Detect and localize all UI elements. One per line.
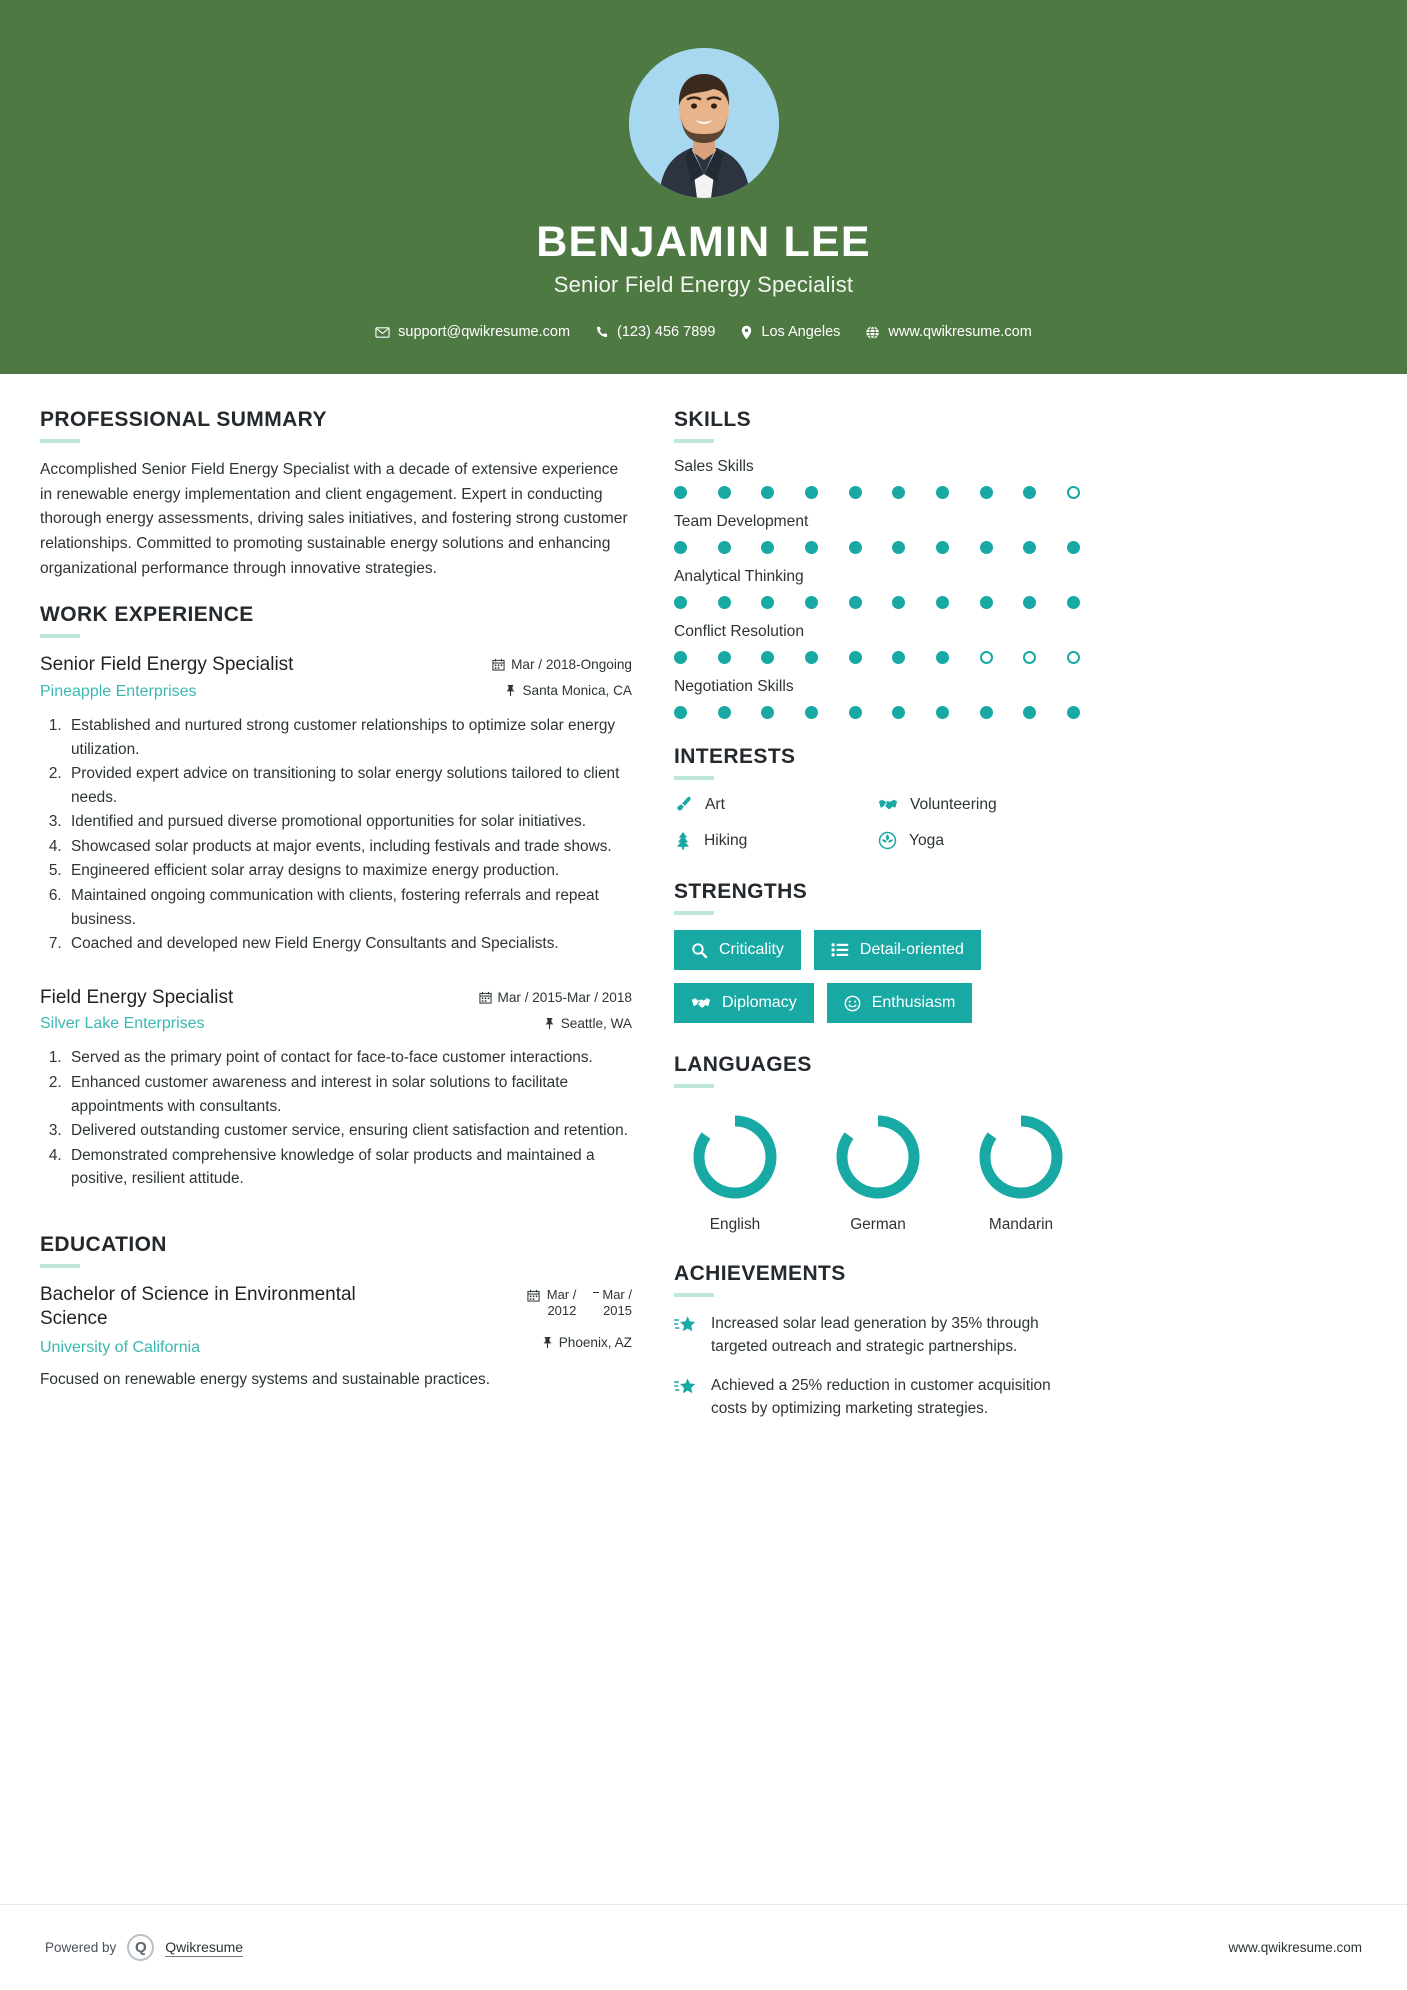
calendar-icon (479, 991, 492, 1004)
rating-dot-filled (1023, 596, 1036, 609)
skill-rating (674, 651, 1082, 664)
rating-dot-empty (1067, 486, 1080, 499)
rating-dot-filled (980, 706, 993, 719)
section-rule (40, 439, 80, 443)
achievement-item (674, 1374, 1082, 1420)
rating-dot-filled (892, 486, 905, 499)
rating-dot-filled (718, 651, 731, 664)
job-bullet: 7. Coached and developed new Field Energy Consultants and Specialists. (66, 932, 632, 956)
job-location (492, 683, 632, 698)
interests-heading: INTERESTS (674, 745, 796, 769)
rating-dot-filled (718, 596, 731, 609)
strength-chip-enthusiasm[interactable] (827, 983, 973, 1023)
contact-bar (0, 324, 1407, 340)
interests-grid (674, 795, 1082, 850)
strength-chip-detail-oriented[interactable] (814, 930, 981, 970)
lotus-icon (878, 831, 897, 850)
rating-dot-filled (1023, 541, 1036, 554)
rating-dot-filled (718, 486, 731, 499)
job-bullet: 2. Enhanced customer awareness and interest in solar solutions to facilitate appointments with consultants. (66, 1071, 632, 1118)
rating-dot-filled (892, 596, 905, 609)
left-column (40, 408, 632, 1413)
page-title: BENJAMIN LEE (536, 218, 871, 266)
education-school[interactable]: University of California (40, 1339, 201, 1357)
job-bullet: 2. Provided expert advice on transitioning to solar energy solutions tailored to client needs. (66, 762, 632, 809)
job-bullets (40, 714, 632, 956)
strength-label: Criticality (719, 941, 784, 959)
job-dates-text: Mar / 2018-Ongoing (511, 657, 632, 673)
right-column (674, 408, 1082, 1442)
rating-dot-filled (936, 596, 949, 609)
qwikresume-logo-icon: Q (127, 1934, 154, 1961)
rating-dot-filled (1067, 706, 1080, 719)
magnifier-icon (691, 942, 708, 959)
avatar (629, 48, 779, 198)
rating-dot-filled (761, 486, 774, 499)
globe-icon (865, 325, 880, 340)
contact-website-text: www.qwikresume.com (888, 324, 1032, 341)
rating-dot-filled (980, 541, 993, 554)
rating-dot-filled (980, 596, 993, 609)
section-rule (674, 439, 714, 443)
education-location (527, 1335, 632, 1350)
section-interests (674, 745, 1082, 850)
achievement-text: Achieved a 25% reduction in customer acquisition costs by optimizing marketing strategies. (711, 1377, 1051, 1418)
skill-item (674, 568, 1082, 609)
strength-chip-diplomacy[interactable] (674, 983, 814, 1023)
pushpin-icon (505, 684, 516, 697)
skill-rating (674, 706, 1082, 719)
powered-by (45, 1934, 243, 1961)
rating-dot-filled (761, 541, 774, 554)
skill-rating (674, 486, 1082, 499)
job-role: Senior Field Energy Specialist (40, 654, 294, 676)
rating-dot-filled (674, 486, 687, 499)
section-strengths (674, 880, 1082, 1023)
interest-item-volunteering (878, 795, 1082, 814)
handshake-icon (878, 796, 898, 814)
footer-url[interactable]: www.qwikresume.com (1228, 1940, 1362, 1955)
section-education (40, 1233, 632, 1392)
tree-icon (674, 831, 692, 850)
rating-dot-empty (1067, 651, 1080, 664)
smiley-icon (844, 995, 861, 1012)
education-meta (527, 1283, 632, 1351)
section-rule (40, 1264, 80, 1268)
qwikresume-brand-link[interactable]: Qwikresume (165, 1938, 244, 1955)
language-item (966, 1111, 1076, 1234)
section-achievements (674, 1262, 1082, 1420)
contact-email-text: support@qwikresume.com (398, 324, 571, 341)
job-dates-text: Mar / 2015-Mar / 2018 (497, 989, 632, 1005)
pushpin-icon (542, 1336, 553, 1349)
interest-item-yoga (878, 831, 1082, 850)
interest-label: Yoga (909, 831, 944, 849)
languages-row (674, 1103, 1082, 1234)
job-location-text: Santa Monica, CA (522, 683, 632, 699)
skill-item (674, 623, 1082, 664)
rating-dot-filled (761, 706, 774, 719)
rating-dot-filled (805, 486, 818, 499)
job-bullet: 4. Demonstrated comprehensive knowledge of solar products and maintained a positive, resilient attitude. (66, 1144, 632, 1191)
skill-label: Analytical Thinking (674, 568, 804, 586)
job-meta (479, 986, 633, 1031)
education-start-month: Mar / (546, 1286, 577, 1302)
strength-label: Diplomacy (722, 994, 797, 1012)
paintbrush-icon (674, 795, 693, 814)
language-progress-ring (689, 1111, 781, 1203)
rating-dot-filled (936, 706, 949, 719)
language-item (680, 1111, 790, 1234)
job-location-text: Seattle, WA (560, 1015, 632, 1031)
job-role: Field Energy Specialist (40, 986, 234, 1008)
education-start-year: 2012 (547, 1303, 577, 1319)
rating-dot-filled (761, 651, 774, 664)
rating-dot-empty (1023, 651, 1036, 664)
job-dates (479, 990, 633, 1005)
strengths-heading: STRENGTHS (674, 880, 808, 904)
star-icon (674, 1377, 698, 1403)
powered-by-label: Powered by (45, 1940, 117, 1955)
page-footer (0, 1904, 1407, 1990)
resume-body (0, 374, 1407, 1442)
summary-heading: PROFESSIONAL SUMMARY (40, 408, 327, 432)
job-bullet: 6. Maintained ongoing communication with clients, fostering referrals and repeat business. (66, 884, 632, 931)
rating-dot-filled (805, 541, 818, 554)
section-professional-summary (40, 408, 632, 581)
skills-heading: SKILLS (674, 408, 752, 432)
section-rule (674, 911, 714, 915)
skills-list (674, 458, 1082, 719)
pushpin-icon (544, 1017, 555, 1030)
education-heading: EDUCATION (40, 1232, 167, 1256)
rating-dot-empty (980, 651, 993, 664)
rating-dot-filled (849, 706, 862, 719)
avatar-photo (629, 48, 779, 198)
rating-dot-filled (761, 596, 774, 609)
job-bullet: 4. Showcased solar products at major events, including festivals and trade shows. (66, 835, 632, 859)
location-pin-icon (740, 325, 753, 340)
rating-dot-filled (936, 486, 949, 499)
rating-dot-filled (805, 651, 818, 664)
experience-heading: WORK EXPERIENCE (40, 603, 254, 627)
job-meta (492, 653, 632, 698)
rating-dot-filled (849, 596, 862, 609)
calendar-icon (527, 1289, 540, 1306)
interest-label: Volunteering (910, 795, 997, 813)
skill-rating (674, 541, 1082, 554)
rating-dot-filled (892, 651, 905, 664)
interest-item-art (674, 795, 878, 814)
education-dates (527, 1287, 632, 1320)
job-dates (492, 657, 632, 672)
list-icon (831, 942, 849, 958)
calendar-icon (492, 658, 505, 671)
experience-entry (40, 986, 632, 1191)
rating-dot-filled (674, 596, 687, 609)
skill-label: Conflict Resolution (674, 623, 805, 641)
strength-label: Enthusiasm (871, 994, 956, 1012)
job-bullets (40, 1046, 632, 1190)
education-end-month: Mar / (602, 1286, 632, 1302)
experience-entry (40, 653, 632, 955)
education-end-year: 2015 (603, 1303, 632, 1319)
rating-dot-filled (674, 541, 687, 554)
section-rule (674, 776, 714, 780)
education-location-text: Phoenix, AZ (558, 1335, 632, 1351)
skill-item (674, 678, 1082, 719)
skill-item (674, 458, 1082, 499)
job-location (479, 1016, 633, 1031)
resume-header (0, 0, 1407, 374)
job-company[interactable]: Pineapple Enterprises (40, 683, 197, 701)
contact-phone[interactable] (588, 324, 722, 340)
language-progress-ring (832, 1111, 924, 1203)
rating-dot-filled (849, 651, 862, 664)
achievements-heading: ACHIEVEMENTS (674, 1262, 846, 1286)
strength-chip-criticality[interactable] (674, 930, 801, 970)
section-work-experience (40, 603, 632, 1191)
section-languages (674, 1053, 1082, 1234)
language-label: German (850, 1216, 906, 1234)
section-rule (674, 1293, 714, 1297)
rating-dot-filled (718, 706, 731, 719)
rating-dot-filled (1023, 706, 1036, 719)
language-label: Mandarin (988, 1216, 1054, 1234)
rating-dot-filled (936, 651, 949, 664)
rating-dot-filled (849, 541, 862, 554)
rating-dot-filled (892, 706, 905, 719)
job-bullet: 1. Served as the primary point of contact for face-to-face customer interactions. (66, 1046, 632, 1070)
job-bullet: 5. Engineered efficient solar array designs to maximize energy production. (66, 859, 632, 883)
skill-rating (674, 596, 1082, 609)
summary-text: Accomplished Senior Field Energy Specialist with a decade of extensive experience in renewable energy implementation and client engagement. Expert in conducting thorough energy assessments, driving sales initiatives, and fostering strong customer relationships. Committed to promoting sustainable energy solutions and enhancing organizational performance through innovative strategies. (40, 461, 628, 577)
rating-dot-filled (980, 486, 993, 499)
section-rule (674, 1084, 714, 1088)
rating-dot-filled (805, 706, 818, 719)
rating-dot-filled (892, 541, 905, 554)
rating-dot-filled (936, 541, 949, 554)
section-skills (674, 408, 1082, 719)
education-degree: Bachelor of Science in Environmental Science (40, 1283, 356, 1329)
envelope-icon (375, 325, 390, 340)
rating-dot-filled (1067, 541, 1080, 554)
rating-dot-filled (1067, 596, 1080, 609)
interest-label: Art (705, 795, 725, 813)
interest-item-hiking (674, 831, 878, 850)
contact-email[interactable] (368, 324, 577, 340)
rating-dot-filled (849, 486, 862, 499)
contact-location-text: Los Angeles (761, 324, 841, 341)
rating-dot-filled (674, 651, 687, 664)
achievement-item (674, 1312, 1082, 1358)
skill-label: Team Development (674, 513, 809, 531)
rating-dot-filled (674, 706, 687, 719)
job-bullet: 3. Identified and pursued diverse promotional opportunities for solar initiatives. (66, 810, 632, 834)
handshake-icon (691, 995, 711, 1012)
language-item (823, 1111, 933, 1234)
rating-dot-filled (805, 596, 818, 609)
rating-dot-filled (718, 541, 731, 554)
languages-heading: LANGUAGES (674, 1053, 812, 1077)
job-bullet: 3. Delivered outstanding customer service, ensuring client satisfaction and retention. (66, 1119, 632, 1143)
contact-website[interactable] (858, 324, 1038, 340)
star-icon (674, 1315, 698, 1341)
interest-label: Hiking (704, 831, 748, 849)
skill-label: Negotiation Skills (674, 678, 794, 696)
contact-location (733, 324, 847, 340)
strengths-grid (674, 930, 1082, 1023)
achievement-text: Increased solar lead generation by 35% through targeted outreach and strategic partnerships. (711, 1315, 1039, 1356)
skill-item (674, 513, 1082, 554)
education-description: Focused on renewable energy systems and sustainable practices. (40, 1371, 490, 1389)
rating-dot-filled (1023, 486, 1036, 499)
phone-icon (595, 325, 609, 339)
job-company[interactable]: Silver Lake Enterprises (40, 1015, 205, 1033)
education-entry (40, 1283, 632, 1392)
skill-label: Sales Skills (674, 458, 754, 476)
contact-phone-text: (123) 456 7899 (617, 324, 716, 341)
language-progress-ring (975, 1111, 1067, 1203)
language-label: English (709, 1216, 761, 1234)
header-job-title: Senior Field Energy Specialist (553, 272, 854, 298)
strength-label: Detail-oriented (859, 941, 964, 959)
section-rule (40, 634, 80, 638)
job-bullet: 1. Established and nurtured strong customer relationships to optimize solar energy utilization. (66, 714, 632, 761)
